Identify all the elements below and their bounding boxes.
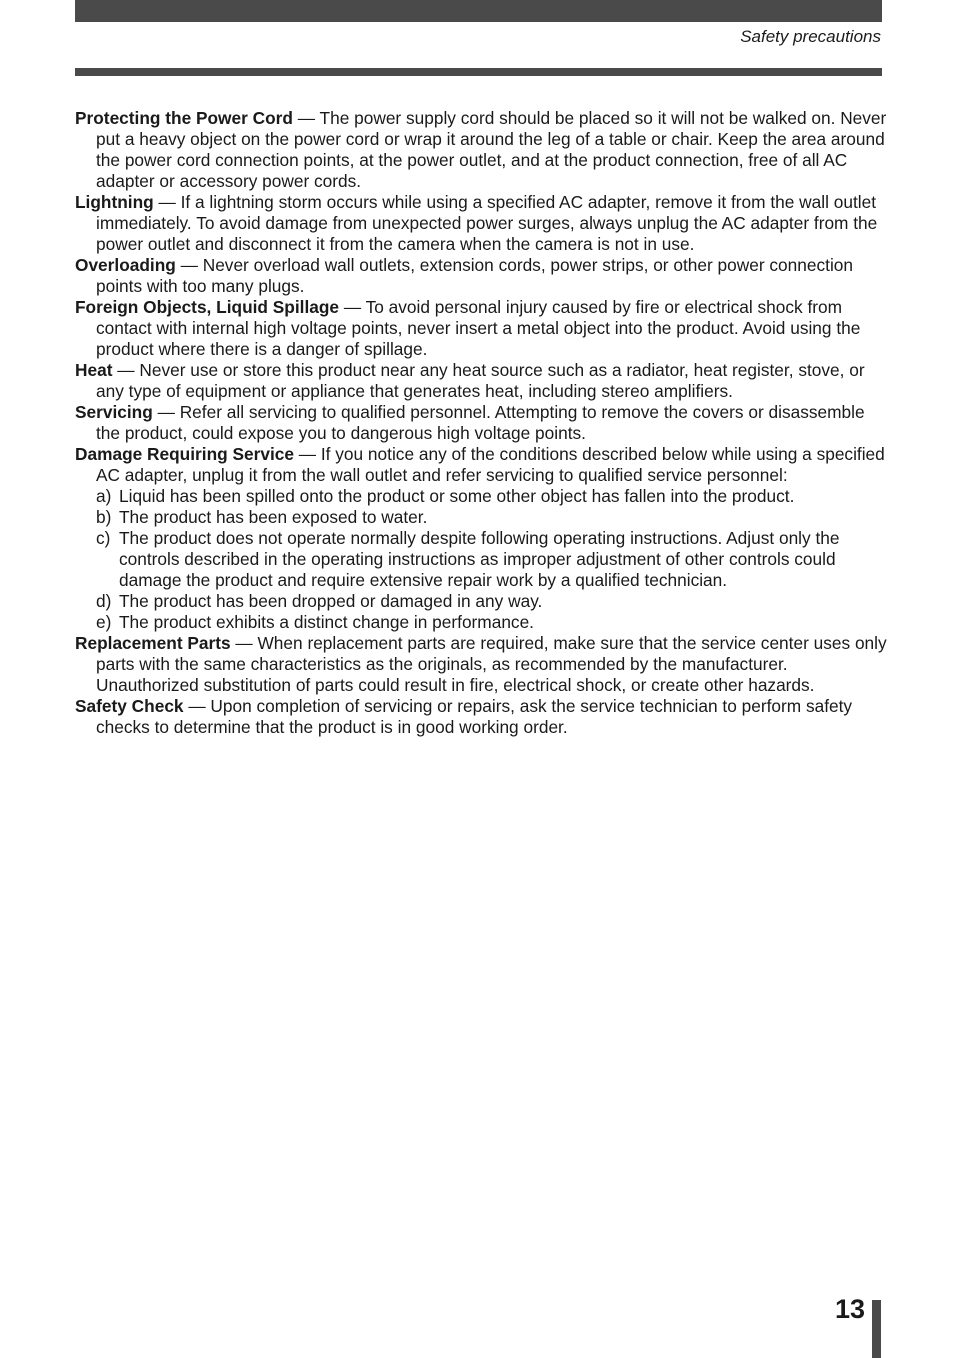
entry-safety-check [75, 696, 887, 738]
entry-damage-requiring-service [75, 444, 887, 486]
entry-replacement-parts [75, 633, 887, 696]
list-item-text: The product has been exposed to water. [119, 507, 428, 527]
header-top-bar [75, 0, 882, 22]
page-edge-tab [872, 1300, 881, 1358]
entry-text: — To avoid personal injury caused by fire or electrical shock from contact with internal high voltage points, never insert a metal object into the product. Avoid using the product where there is a danger of spillage. [96, 297, 861, 359]
list-item-text: The product exhibits a distinct change in performance. [119, 612, 534, 632]
entry-text: — The power supply cord should be placed so it will not be walked on. Never put a heavy object on the power cord or wrap it around the leg of a table or chair. Keep the area around the power cord connection points, at the power outlet, and at the product connection, free of all AC adapter or accessory power cords. [96, 108, 887, 191]
entry-text: — Never use or store this product near any heat source such as a radiator, heat register, stove, or any type of equipment or appliance that generates heat, including stereo amplifiers. [96, 360, 865, 401]
entry-lightning [75, 192, 887, 255]
list-item-letter: b) [96, 507, 112, 527]
entry-term: Lightning [75, 192, 154, 212]
list-item-text: Liquid has been spilled onto the product or some other object has fallen into the product. [119, 486, 795, 506]
entry-term: Heat [75, 360, 113, 380]
entry-text: — Never overload wall outlets, extension cords, power strips, or other power connection points with too many plugs. [96, 255, 854, 296]
entry-text: — If you notice any of the conditions described below while using a specified AC adapter, unplug it from the wall outlet and refer servicing to qualified service personnel: [96, 444, 885, 485]
entry-text: — If a lightning storm occurs while using a specified AC adapter, remove it from the wall outlet immediately. To avoid damage from unexpected power surges, always unplug the AC adapter from the power outlet and disconnect it from the camera when the camera is not in use. [96, 192, 878, 254]
entry-term: Servicing [75, 402, 153, 422]
entry-servicing [75, 402, 887, 444]
list-item-letter: a) [96, 486, 112, 506]
list-item [75, 528, 887, 591]
list-item [75, 507, 887, 528]
header-rule [75, 68, 882, 76]
list-item [75, 591, 887, 612]
list-item-text: The product has been dropped or damaged in any way. [119, 591, 543, 611]
entry-term: Safety Check [75, 696, 184, 716]
entry-term: Foreign Objects, Liquid Spillage [75, 297, 340, 317]
page-number: 13 [834, 1294, 865, 1324]
entry-term: Overloading [75, 255, 176, 275]
entry-foreign-objects [75, 297, 887, 360]
list-item [75, 612, 887, 633]
entry-text: — Refer all servicing to qualified personnel. Attempting to remove the covers or disassemble the product, could expose you to dangerous high voltage points. [96, 402, 865, 443]
damage-conditions-list [75, 486, 887, 633]
section-title: Safety precautions [740, 27, 881, 46]
list-item-letter: e) [96, 612, 112, 632]
entry-text: — When replacement parts are required, make sure that the service center uses only parts with the same characteristics as the originals, as recommended by the manufacturer. Unauthorized substitution of parts could result in fire, electrical shock, or create other hazards. [96, 633, 887, 695]
list-item-letter: d) [96, 591, 112, 611]
entry-term: Damage Requiring Service [75, 444, 294, 464]
entry-term: Protecting the Power Cord [75, 108, 293, 128]
entry-protecting-power-cord [75, 108, 887, 192]
entry-text: — Upon completion of servicing or repairs, ask the service technician to perform safety checks to determine that the product is in good working order. [96, 696, 853, 737]
entry-heat [75, 360, 887, 402]
entry-term: Replacement Parts [75, 633, 231, 653]
list-item [75, 486, 887, 507]
list-item-letter: c) [96, 528, 111, 548]
safety-precautions-content [75, 108, 887, 738]
list-item-text: The product does not operate normally despite following operating instructions. Adjust only the controls described in the operating instructions as improper adjustment of other controls could damage the product and require extensive repair work by a qualified technician. [119, 528, 840, 590]
entry-overloading [75, 255, 887, 297]
